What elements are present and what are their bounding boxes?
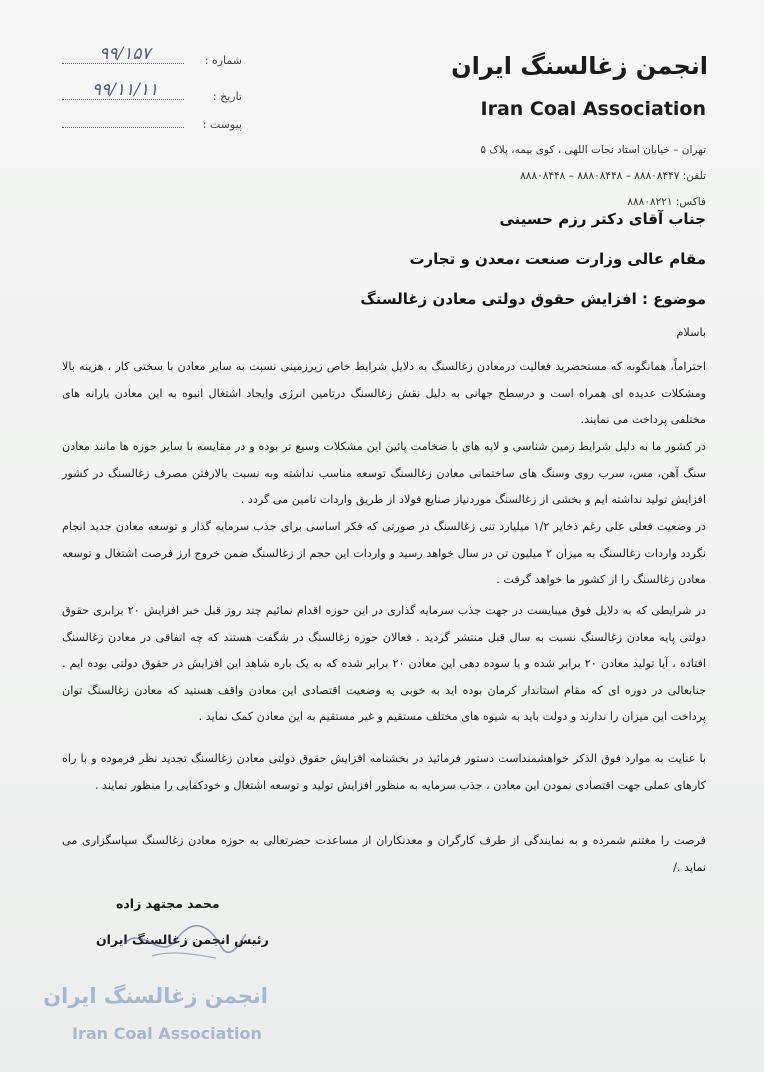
paragraph-5: با عنایت به موارد فوق الذکر خواهشمنداست دستور فرمائید در بخشنامه افزایش حقوق دولتی معادن زغالسنگ تجدید نظر فرموده و با راه کارهای عملی جهت اقتصادی نمودن این معادن ، جذب سرمایه به منظور افزایش تولید و توسعه اشتغال و خودکفایی را منظور نمایند . <box>62 752 706 792</box>
paragraph-2: در کشور ما به دلیل شرایط زمین شناسی و لایه های با ضخامت پائین این مشکلات وسیع تر بوده و در مقایسه با سایر حوزه ها مانند معادن سنگ آهن، مس، سرب روی وسنگ های ساختمانی معادن زغالسنگ توسعه مناسب نداشته وبه نسبت بالارفتن مصرف زغالسنگ در کشور افزایش تولید نداشته ایم و بخشی از زغالسنگ موردنیاز صنایع فولاد از طریق واردات تامین می گردد . <box>62 440 706 506</box>
number-value: ۹۹/۱۵۷ <box>99 44 151 64</box>
paragraph-1: احتراماً، همانگونه که مستحضرید فعالیت درمعادن زغالسنگ به دلایل شرایط خاص زیرزمینی نسبت به سایر معادن با سختی کار ، هزینه بالا ومشکلات عدیده ای همراه است و درسطح جهانی به دلیل نقش زغالسنگ درتامین انرژی وایجاد اشتغال انبوه به این معادن یارانه های مختلفی پرداخت می نمایند. <box>62 360 706 426</box>
org-address: تهران – خیابان استاد نجات اللهی ، کوی بیمه، پلاک ۵ <box>480 144 706 156</box>
stamp-text-en: Iran Coal Association <box>72 1024 262 1043</box>
association-stamp <box>43 976 288 1058</box>
paragraph-4: در شرایطی که به دلایل فوق میبایست در جهت جذب سرمایه گذاری در این حوزه اقدام نمائیم چند روز قبل خبر افزایش ۲۰ برابری حقوق دولتی پایه معادن زغالسنگ نسبت به سال قبل منتشر گردید . فعالان حوزه زغالسنگ در شگفت هستند که چه اتفاقی در معادن زغالسنگ افتاده ، آیا تولید معادن ۲۰ برابر شده و یا سوده دهی این معادن ۲۰ برابر شده که به یک باره شاهد این افزایش در حقوق دولتی بوده ایم . جنابعالی در دوره ای که مقام استاندار کرمان بوده اید به خوبی به وضعیت اقتصادی این معادن واقف هستید که معادن زغالسنگ توان پرداخت این میزان را ندارند و دولت باید به شیوه های مختلف مستقیم و غیر مستقیم به این معادن کمک نماید . <box>62 604 706 723</box>
date-value: ۹۹/۱۱/۱۱ <box>91 80 159 100</box>
paragraph-3: در وضعیت فعلی علی رغم ذخایر ۱/۲ میلیارد تنی زغالسنگ در صورتی که فکر اساسی برای جذب سرمایه گذار و توسعه معادن جدید انجام نگردد واردات زغالسنگ به میزان ۲ میلیون تن در سال خواهد رسید و واردات این حجم از زغالسنگ ضمن خروج ارز فرصت اشتغال و توسعه معادن زغالسنگ را از کشور ما خواهد گرفت . <box>62 520 706 586</box>
signer-name: محمد مجتهد زاده <box>116 896 220 911</box>
number-label: شماره : <box>204 54 242 67</box>
paragraph-6: فرصت را مغتنم شمرده و به نمایندگی از طرف کارگران و معدنکاران از مساعدت حضرتعالی به حوزه معادن زغالسنگ سپاسگزاری می نماید ./ <box>62 834 706 874</box>
signer-position: رئیس انجمن زغالسنگ ایران <box>96 932 269 947</box>
letter-date-row <box>62 80 242 108</box>
org-phone: تلفن: ۸۸۸۰۸۴۴۷ – ۸۸۸۰۸۴۴۸ – ۸۸۸۰۸۴۴۸ <box>520 170 706 182</box>
date-label: تاریخ : <box>212 90 242 103</box>
stamp-text-fa: انجمن زغالسنگ ایران <box>43 984 268 1008</box>
handwritten-signature <box>112 904 252 974</box>
recipient-title: مقام عالی وزارت صنعت ،معدن و تجارت <box>409 250 706 268</box>
org-name-fa: انجمن زغالسنگ ایران <box>451 52 708 80</box>
org-name-en: Iran Coal Association <box>480 98 706 120</box>
org-fax: فاکس: ۸۸۸۰۸۲۲۱ <box>627 196 706 208</box>
letter-attachment-row <box>62 114 242 136</box>
attachment-dots <box>62 127 184 128</box>
recipient-name: جناب آقای دکتر رزم حسینی <box>499 210 706 228</box>
attachment-label: پیوست : <box>202 118 242 131</box>
letter-subject: موضوع : افزایش حقوق دولتی معادن زغالسنگ <box>360 290 706 308</box>
greeting: باسلام <box>676 326 706 339</box>
letter-number-row <box>62 44 242 72</box>
